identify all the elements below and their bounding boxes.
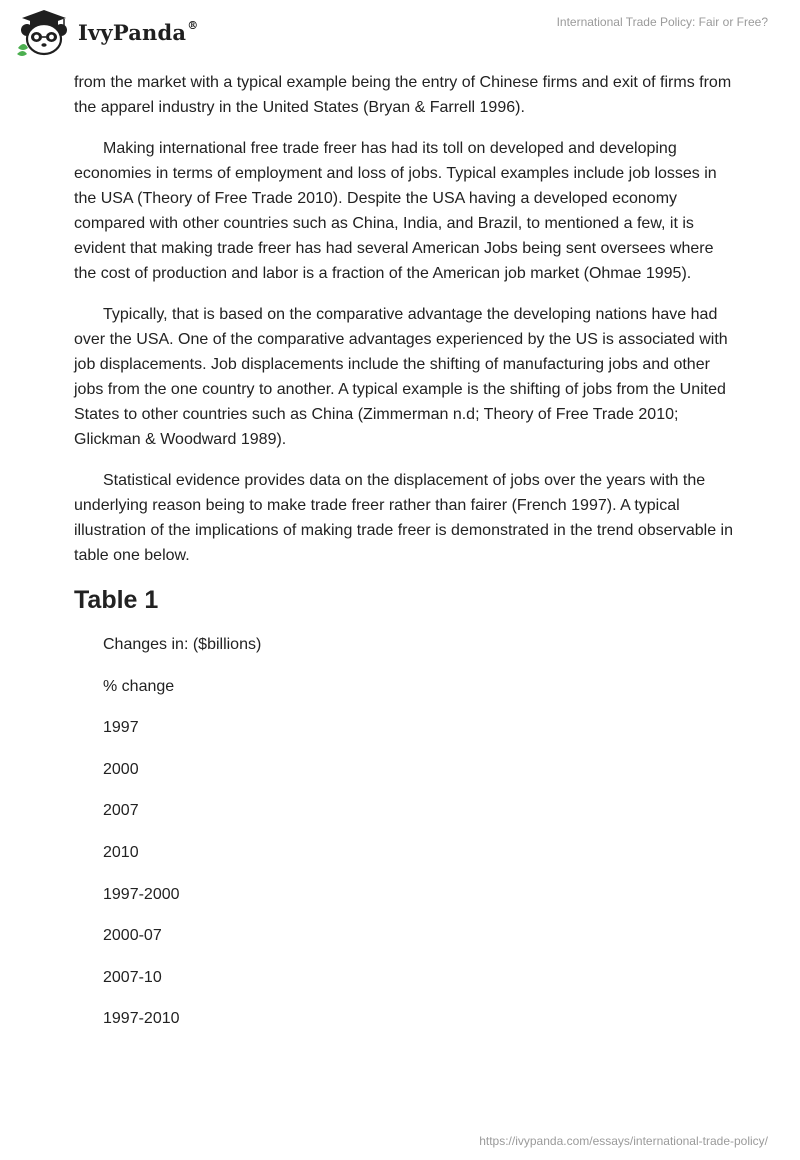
table-row: 2007 (103, 802, 139, 820)
panda-logo-icon[interactable] (14, 8, 74, 58)
brand-registered-mark: ® (187, 19, 199, 32)
paragraph-continuation: from the market with a typical example being the entry of Chinese firms and exit of firms from the apparel industry in the United States (Bryan & Farrell 1996). (74, 74, 732, 116)
table-row: 2000-07 (103, 927, 162, 945)
paragraph: Statistical evidence provides data on the displacement of jobs over the years with the underlying reason being to make trade freer rather than fairer (French 1997). A typical illustration of the implications of making trade freer is demonstrated in the trend observable in table one below. (74, 472, 734, 564)
page-header (0, 0, 800, 66)
table-row: 1997 (103, 719, 139, 737)
document-title: International Trade Policy: Fair or Free? (556, 15, 768, 29)
table-row: Changes in: ($billions) (103, 636, 262, 653)
table-row: 2007-10 (103, 968, 162, 986)
paragraph: Making international free trade freer has had its toll on developed and developing economies in terms of employment and loss of jobs. Typical examples include job losses in the USA (Theory of Free Trade 2010). Despite the USA having a developed economy compared with other countries such as China, India, and Brazil, to mentioned a few, it is evident that making trade freer has had several American Jobs being sent oversees where the cost of production and labor is a fraction of the American job market (Ohmae 1995). (74, 140, 717, 282)
table-row: 2000 (103, 760, 139, 778)
brand-text: IvyPanda (78, 20, 187, 45)
brand-name[interactable] (78, 20, 198, 45)
table-heading: Table 1 (74, 586, 159, 614)
table-row: 1997-2000 (103, 885, 180, 903)
table-row: 1997-2010 (103, 1010, 180, 1028)
essay-content (74, 70, 734, 1048)
table-rows-list (74, 632, 734, 1048)
source-url[interactable]: https://ivypanda.com/essays/international-trade-policy/ (479, 1134, 768, 1148)
paragraph: Typically, that is based on the comparative advantage the developing nations have had over the USA. One of the comparative advantages experienced by the US is associated with job displacements. Job displacements include the shifting of manufacturing jobs and other jobs from the one country to another. A typical example is the shifting of jobs from the United States to other countries such as China (Zimmerman n.d; Theory of Free Trade 2010; Glickman & Woodward 1989). (74, 306, 728, 448)
table-row: 2010 (103, 843, 139, 861)
table-row: % change (103, 677, 175, 695)
